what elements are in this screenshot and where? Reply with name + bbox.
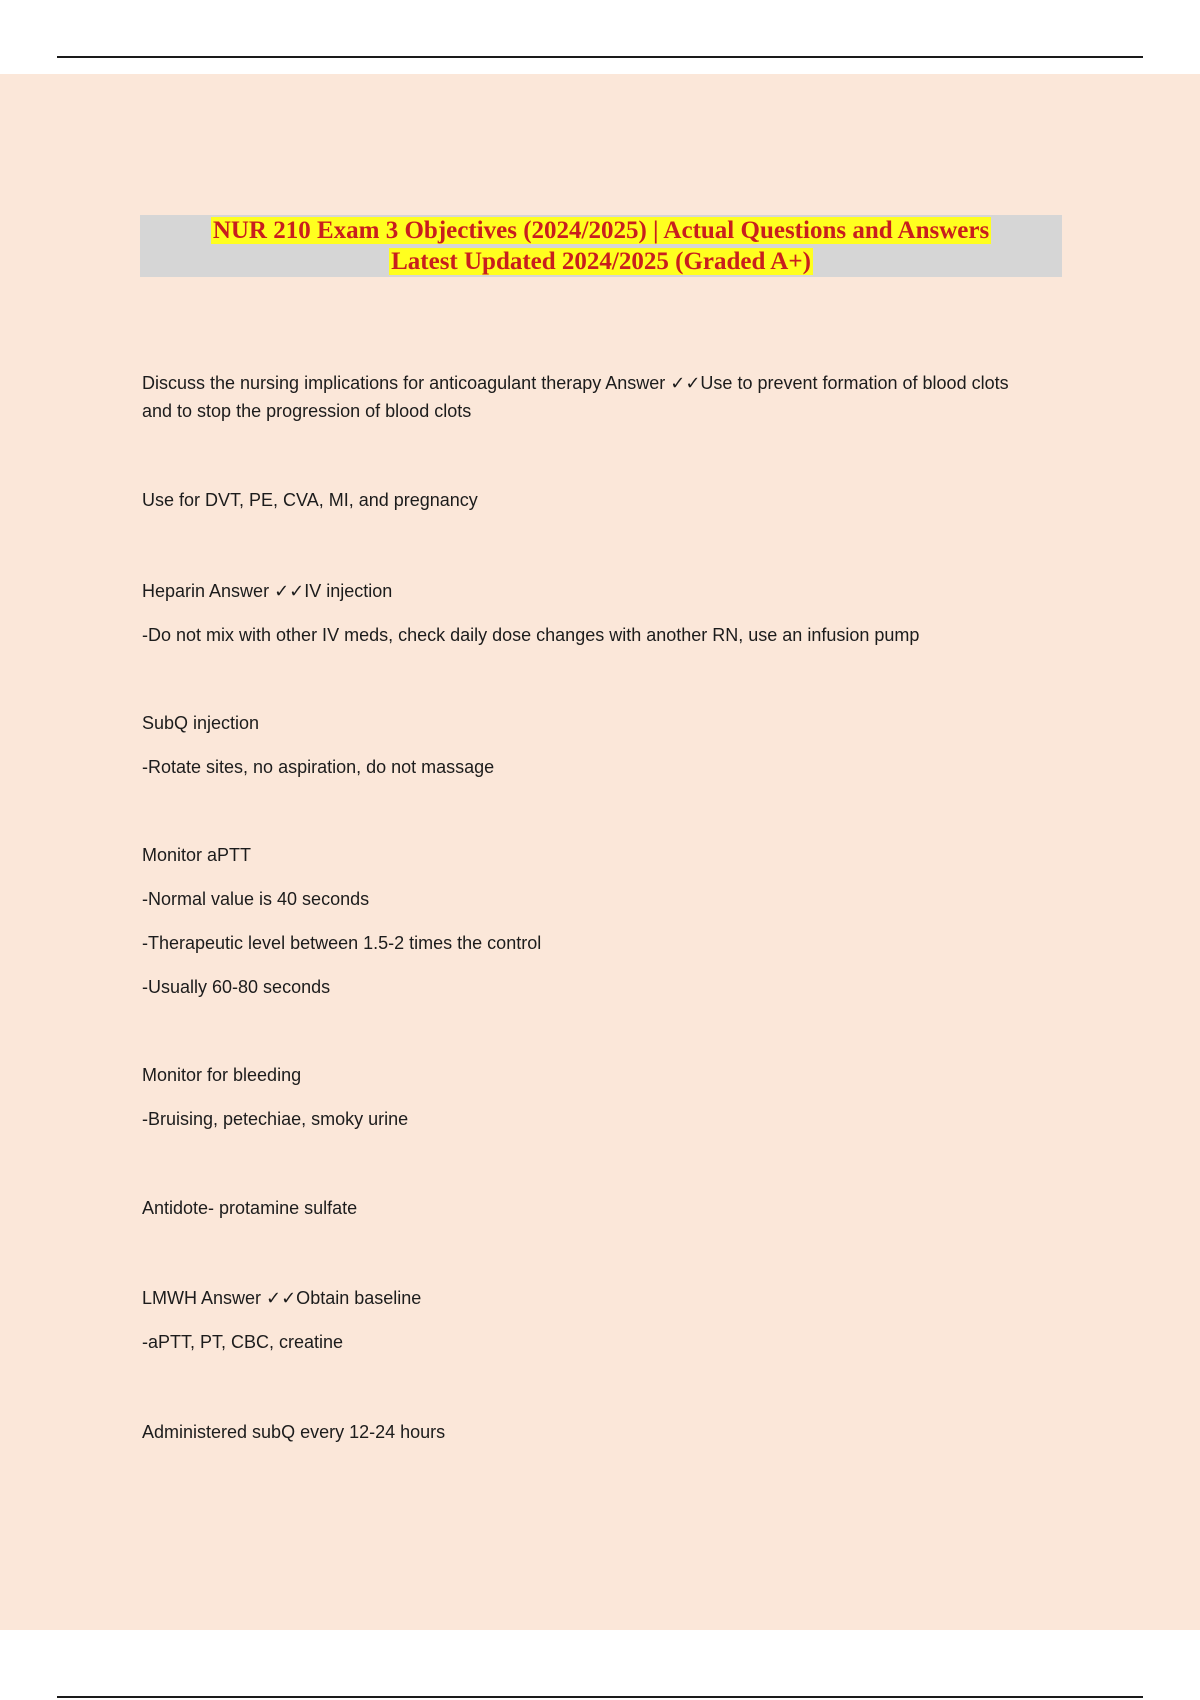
paragraph-uses: Use for DVT, PE, CVA, MI, and pregnancy [142,490,478,510]
paragraph-heparin: Heparin Answer ✓✓IV injection [142,581,393,601]
paragraph-antidote: Antidote- protamine sulfate [142,1198,358,1218]
paragraph-anticoagulant-implications: Discuss the nursing implications for anticoagulant therapy Answer ✓✓Use to prevent formation of blood clots and to stop the progression of blood clots [142,373,1009,421]
paragraph-aptt-normal: -Normal value is 40 seconds [142,889,370,909]
paragraph-bleeding-signs: -Bruising, petechiae, smoky urine [142,1109,409,1129]
title-line-1: NUR 210 Exam 3 Objectives (2024/2025) | Actual Questions and Answers [212,217,990,244]
document-title [140,215,1062,277]
paragraph-heparin-iv-notes: -Do not mix with other IV meds, check daily dose changes with another RN, use an infusion pump [142,625,920,645]
paragraph-lmwh-administration: Administered subQ every 12-24 hours [142,1422,446,1442]
paragraph-monitor-bleeding: Monitor for bleeding [142,1065,302,1085]
top-rule [57,56,1143,58]
bottom-rule [57,1696,1143,1698]
paragraph-lmwh-labs: -aPTT, PT, CBC, creatine [142,1332,344,1352]
title-line-2: Latest Updated 2024/2025 (Graded A+) [391,248,811,275]
paragraph-aptt-therapeutic: -Therapeutic level between 1.5-2 times the control [142,933,542,953]
paragraph-subq-notes: -Rotate sites, no aspiration, do not massage [142,757,495,777]
paragraph-lmwh: LMWH Answer ✓✓Obtain baseline [142,1288,422,1308]
paragraph-monitor-aptt: Monitor aPTT [142,845,252,865]
paragraph-subq-injection: SubQ injection [142,713,260,733]
paragraph-aptt-usual: -Usually 60-80 seconds [142,977,331,997]
